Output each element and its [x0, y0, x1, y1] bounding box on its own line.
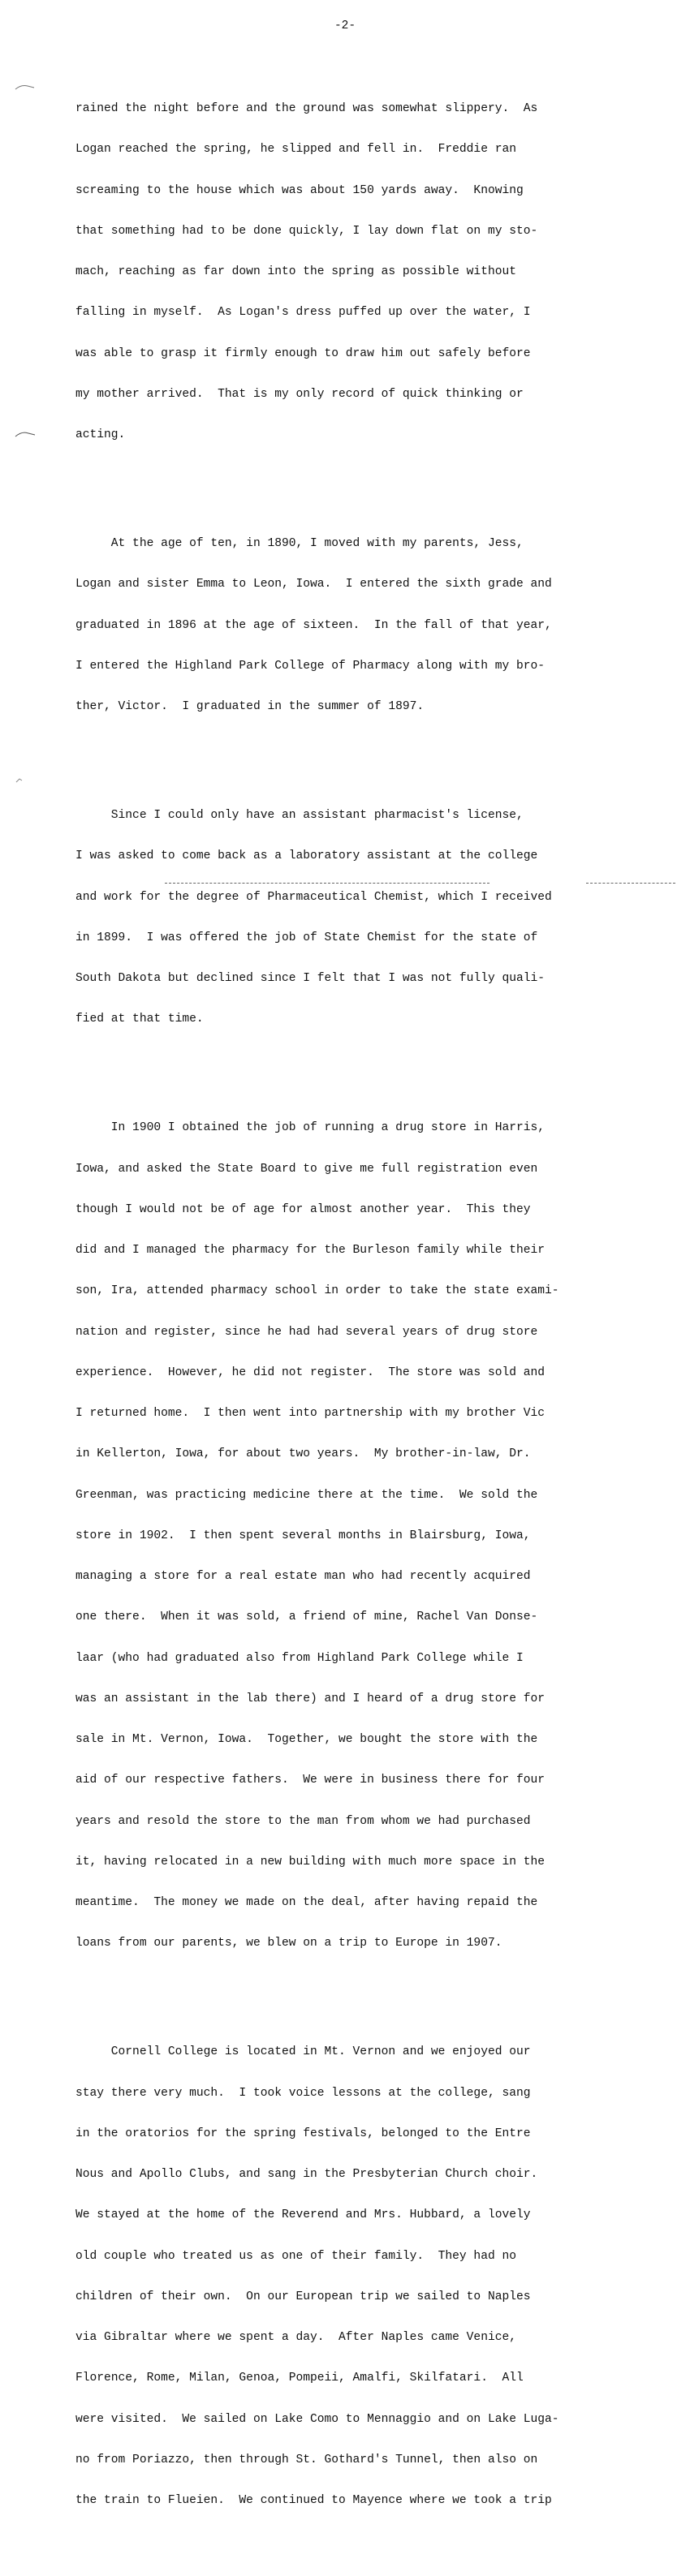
text-line: in the oratorios for the spring festivals, belonged to the Entre [75, 2127, 531, 2140]
text-line: years and resold the store to the man from whom we had purchased [75, 1814, 531, 1828]
text-line: meantime. The money we made on the deal, after having repaid the [75, 1896, 538, 1909]
text-line: rained the night before and the ground was somewhat slippery. As [75, 102, 538, 115]
text-line: children of their own. On our European trip we sailed to Naples [75, 2290, 531, 2303]
text-line: though I would not be of age for almost another year. This they [75, 1202, 531, 1216]
text-line: in Kellerton, Iowa, for about two years. My brother-in-law, Dr. [75, 1447, 531, 1461]
margin-mark-icon [15, 431, 36, 437]
paragraph [75, 510, 644, 742]
text-line: Since I could only have an assistant pharmacist's license, [75, 809, 524, 822]
text-line: the train to Flueien. We continued to Mayence where we took a trip [75, 2494, 552, 2507]
text-line: I was asked to come back as a laboratory assistant at the college [75, 849, 538, 863]
text-line: laar (who had graduated also from Highland Park College while I [75, 1651, 524, 1665]
text-line: it, having relocated in a new building with much more space in the [75, 1855, 546, 1869]
text-line: old couple who treated us as one of their family. They had no [75, 2249, 516, 2263]
text-line: via Gibraltar where we spent a day. After Naples came Venice, [75, 2331, 516, 2344]
text-line: fied at that time. [75, 1013, 204, 1026]
text-line: were visited. We sailed on Lake Como to Mennaggio and on Lake Luga- [75, 2412, 559, 2426]
page-number: -2- [334, 19, 356, 32]
text-line: loans from our parents, we blew on a trip to Europe in 1907. [75, 1937, 502, 1950]
text-line: one there. When it was sold, a friend of mine, Rachel Van Donse- [75, 1611, 538, 1624]
text-line: screaming to the house which was about 150 yards away. Knowing [75, 183, 524, 197]
text-line: nation and register, since he had had several years of drug store [75, 1325, 538, 1339]
text-line: Florence, Rome, Milan, Genoa, Pompeii, Amalfi, Skilfatari. All [75, 2372, 524, 2385]
footer-rule [586, 883, 675, 884]
text-line: At the age of ten, in 1890, I moved with my parents, Jess, [75, 537, 524, 550]
text-line: We stayed at the home of the Reverend and Mrs. Hubbard, a lovely [75, 2208, 531, 2222]
text-line: mach, reaching as far down into the spring as possible without [75, 265, 516, 278]
paragraph [75, 1094, 644, 1978]
text-line: experience. However, he did not register. The store was sold and [75, 1365, 546, 1379]
text-line: I entered the Highland Park College of Pharmacy along with my bro- [75, 659, 546, 673]
text-line: my mother arrived. That is my only record of quick thinking or [75, 387, 524, 401]
text-line: stay there very much. I took voice lessons at the college, sang [75, 2086, 531, 2100]
text-line: Iowa, and asked the State Board to give me full registration even [75, 1162, 538, 1176]
text-line: son, Ira, attended pharmacy school in order to take the state exami- [75, 1284, 559, 1298]
text-line: falling in myself. As Logan's dress puffed up over the water, I [75, 306, 531, 320]
text-line: Cornell College is located in Mt. Vernon and we enjoyed our [75, 2045, 531, 2059]
text-line: Logan and sister Emma to Leon, Iowa. I entered the sixth grade and [75, 578, 552, 591]
document-body [75, 48, 644, 2576]
text-line: in 1899. I was offered the job of State Chemist for the state of [75, 931, 538, 944]
paragraph [75, 75, 644, 470]
margin-mark-icon [15, 84, 36, 91]
text-line: acting. [75, 428, 126, 441]
text-line: that something had to be done quickly, I lay down flat on my sto- [75, 224, 538, 238]
text-line: ther, Victor. I graduated in the summer of 1897. [75, 700, 425, 713]
text-line: sale in Mt. Vernon, Iowa. Together, we bought the store with the [75, 1733, 538, 1746]
text-line: did and I managed the pharmacy for the Burleson family while their [75, 1244, 546, 1257]
text-line: Logan reached the spring, he slipped and fell in. Freddie ran [75, 143, 516, 157]
text-line: I returned home. I then went into partnership with my brother Vic [75, 1407, 546, 1420]
text-line: graduated in 1896 at the age of sixteen. In the fall of that year, [75, 618, 552, 632]
text-line: store in 1902. I then spent several months in Blairsburg, Iowa, [75, 1529, 531, 1542]
text-line: no from Poriazzo, then through St. Gothard's Tunnel, then also on [75, 2453, 538, 2466]
margin-mark-icon [15, 777, 24, 784]
paragraph [75, 2019, 644, 2535]
text-line: South Dakota but declined since I felt that I was not fully quali- [75, 972, 546, 985]
text-line: Greenman, was practicing medicine there at the time. We sold the [75, 1488, 538, 1502]
text-line: Nous and Apollo Clubs, and sang in the Presbyterian Church choir. [75, 2168, 538, 2181]
text-line: was an assistant in the lab there) and I heard of a drug store for [75, 1692, 546, 1705]
text-line: aid of our respective fathers. We were in business there for four [75, 1774, 546, 1787]
text-line: was able to grasp it firmly enough to draw him out safely before [75, 346, 531, 360]
text-line: In 1900 I obtained the job of running a drug store in Harris, [75, 1121, 546, 1135]
text-line: and work for the degree of Pharmaceutical Chemist, which I received [75, 890, 552, 904]
paragraph [75, 782, 644, 1054]
footer-rule [165, 883, 489, 884]
text-line: managing a store for a real estate man who had recently acquired [75, 1570, 531, 1583]
